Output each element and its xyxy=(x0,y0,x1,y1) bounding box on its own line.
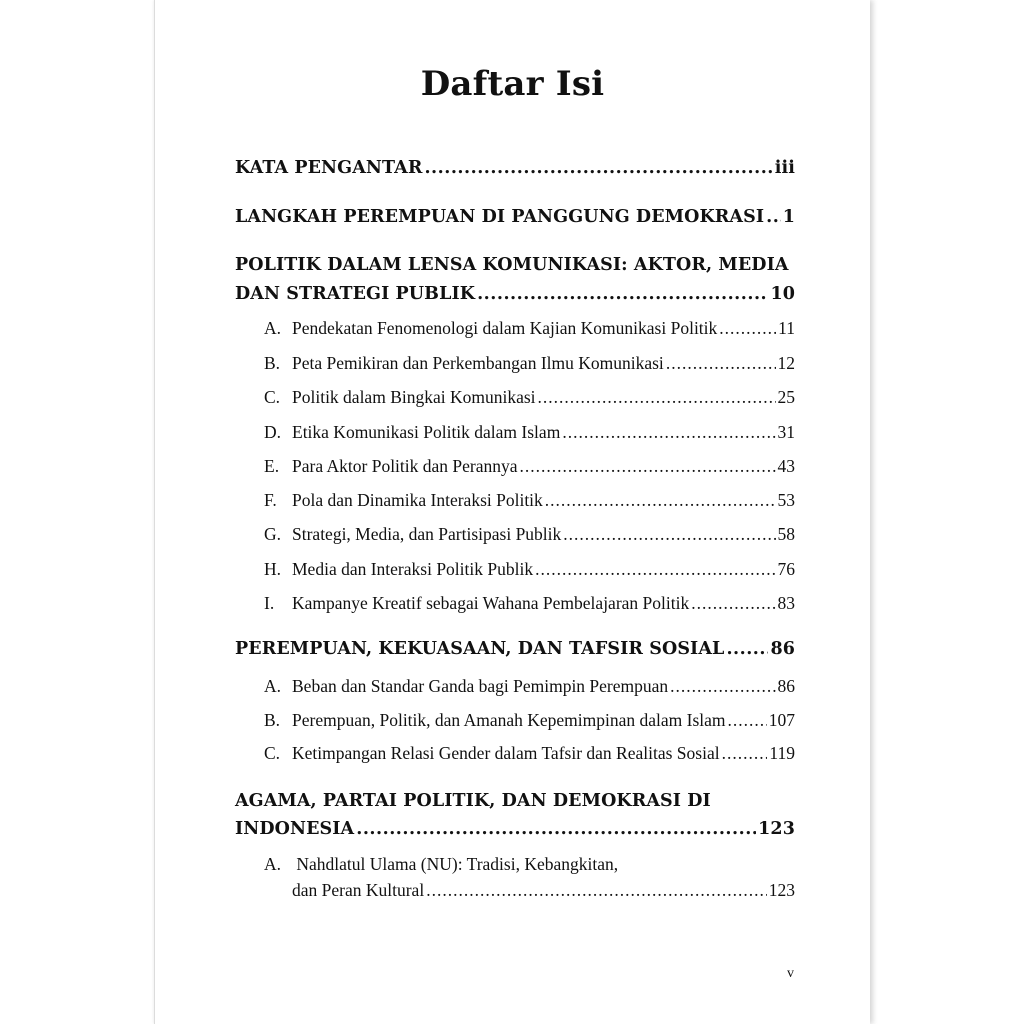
section-letter: I. xyxy=(264,593,275,613)
dot-leader xyxy=(426,878,767,902)
toc-section[interactable] xyxy=(264,385,795,409)
section-page: 11 xyxy=(778,318,795,338)
chapter-page: 86 xyxy=(770,639,795,659)
dot-leader xyxy=(520,454,776,478)
toc-section[interactable] xyxy=(264,591,795,615)
dot-leader xyxy=(545,488,776,512)
section-letter: A. xyxy=(264,854,282,874)
section-letter: E. xyxy=(264,456,280,476)
toc-chapter-agama-line2[interactable] xyxy=(235,816,795,842)
toc-section[interactable] xyxy=(264,420,795,444)
section-title: Pola dan Dinamika Interaksi Politik xyxy=(292,490,543,510)
chapter-page: 1 xyxy=(782,207,795,227)
toc-section[interactable] xyxy=(264,674,795,698)
dot-leader xyxy=(726,636,768,662)
dot-leader xyxy=(477,281,768,307)
toc-section[interactable] xyxy=(264,708,795,732)
document-page xyxy=(154,0,870,1024)
toc-chapter-politik-line2[interactable] xyxy=(235,281,795,307)
dot-leader xyxy=(766,204,781,230)
section-page: 12 xyxy=(777,353,795,373)
section-title-line2: dan Peran Kultural xyxy=(292,880,425,900)
chapter-page: 123 xyxy=(758,819,795,839)
section-page: 83 xyxy=(777,593,795,613)
toc-section[interactable] xyxy=(264,741,795,765)
section-letter: B. xyxy=(264,710,281,730)
dot-leader xyxy=(563,522,775,546)
dot-leader xyxy=(728,708,767,732)
dot-leader xyxy=(719,316,776,340)
toc-section-line2[interactable] xyxy=(292,878,795,902)
toc-section[interactable] xyxy=(264,488,795,512)
section-title: Peta Pemikiran dan Perkembangan Ilmu Komunikasi xyxy=(292,353,664,373)
dot-leader xyxy=(538,385,776,409)
chapter-title: KATA PENGANTAR xyxy=(235,158,423,178)
dot-leader xyxy=(691,591,775,615)
toc-section[interactable] xyxy=(264,557,795,581)
section-title: Strategi, Media, dan Partisipasi Publik xyxy=(292,524,562,544)
section-letter: B. xyxy=(264,353,281,373)
toc-section[interactable] xyxy=(264,351,795,375)
dot-leader xyxy=(670,674,775,698)
section-title: Ketimpangan Relasi Gender dalam Tafsir dan Realitas Sosial xyxy=(292,743,720,763)
toc-section[interactable] xyxy=(264,522,795,546)
section-letter: F. xyxy=(264,490,277,510)
chapter-title-line2: DAN STRATEGI PUBLIK xyxy=(235,284,476,304)
page-number: v xyxy=(787,966,794,981)
section-page: 76 xyxy=(777,559,795,579)
section-page: 107 xyxy=(768,710,795,730)
section-title: Para Aktor Politik dan Perannya xyxy=(292,456,518,476)
toc-section-line1[interactable] xyxy=(264,852,795,876)
chapter-title-line1: POLITIK DALAM LENSA KOMUNIKASI: AKTOR, MEDIA xyxy=(235,255,789,275)
section-page: 123 xyxy=(768,880,795,900)
toc-chapter-langkah-perempuan[interactable] xyxy=(235,204,795,230)
dot-leader xyxy=(562,420,775,444)
section-title-line1: Nahdlatul Ulama (NU): Tradisi, Kebangkitan, xyxy=(296,854,619,874)
section-letter: A. xyxy=(264,318,282,338)
section-title: Kampanye Kreatif sebagai Wahana Pembelajaran Politik xyxy=(292,593,690,613)
section-page: 119 xyxy=(769,743,795,763)
section-page: 58 xyxy=(777,524,795,544)
section-page: 25 xyxy=(777,387,795,407)
section-letter: C. xyxy=(264,743,281,763)
chapter-title-line1: AGAMA, PARTAI POLITIK, DAN DEMOKRASI DI xyxy=(235,791,711,811)
chapter-title-line2: INDONESIA xyxy=(235,819,355,839)
chapter-page: 10 xyxy=(770,284,795,304)
section-title: Etika Komunikasi Politik dalam Islam xyxy=(292,422,561,442)
chapter-title: PEREMPUAN, KEKUASAAN, DAN TAFSIR SOSIAL xyxy=(235,639,725,659)
dot-leader xyxy=(535,557,775,581)
toc-chapter-kata-pengantar[interactable] xyxy=(235,155,795,181)
dot-leader xyxy=(722,741,768,765)
section-title: Politik dalam Bingkai Komunikasi xyxy=(292,387,536,407)
section-letter: G. xyxy=(264,524,282,544)
section-page: 53 xyxy=(777,490,795,510)
dot-leader xyxy=(666,351,776,375)
section-letter: H. xyxy=(264,559,282,579)
toc-section[interactable] xyxy=(264,454,795,478)
section-letter: A. xyxy=(264,676,282,696)
chapter-title: LANGKAH PEREMPUAN DI PANGGUNG DEMOKRASI xyxy=(235,207,765,227)
page-title: Daftar Isi xyxy=(420,64,605,104)
toc-chapter-perempuan-kekuasaan[interactable] xyxy=(235,636,795,662)
chapter-page: iii xyxy=(774,158,795,178)
section-page: 86 xyxy=(777,676,795,696)
dot-leader xyxy=(356,816,756,842)
section-page: 31 xyxy=(777,422,795,442)
section-title: Beban dan Standar Ganda bagi Pemimpin Perempuan xyxy=(292,676,669,696)
toc-chapter-politik-line1[interactable] xyxy=(235,252,795,278)
section-letter: C. xyxy=(264,387,281,407)
section-title: Pendekatan Fenomenologi dalam Kajian Komunikasi Politik xyxy=(292,318,718,338)
section-page: 43 xyxy=(777,456,795,476)
section-letter: D. xyxy=(264,422,282,442)
dot-leader xyxy=(424,155,772,181)
toc-section[interactable] xyxy=(264,316,795,340)
toc-chapter-agama-line1[interactable] xyxy=(235,788,795,814)
section-title: Media dan Interaksi Politik Publik xyxy=(292,559,534,579)
section-title: Perempuan, Politik, dan Amanah Kepemimpinan dalam Islam xyxy=(292,710,726,730)
